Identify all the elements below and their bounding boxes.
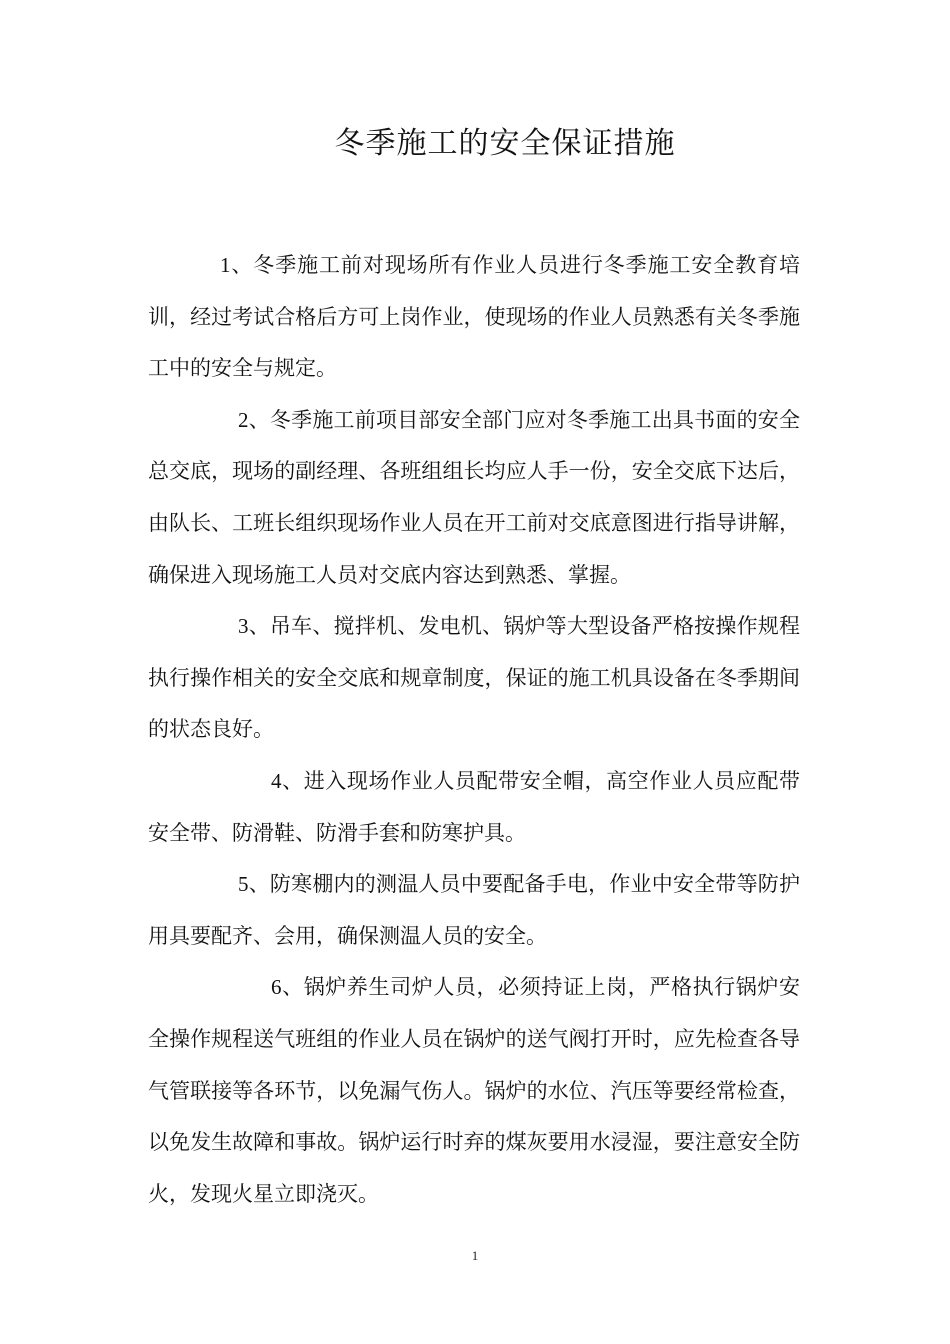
- paragraph-5-text: 、防寒棚内的测温人员中要配备手电，作业中安全带等防护用具要配齐、会用，确保测温人员的安全。: [148, 872, 800, 948]
- paragraph-2: [148, 395, 800, 601]
- paragraph-4-number: 4: [271, 768, 282, 793]
- paragraph-1-text: 、冬季施工前对现场所有作业人员进行冬季施工安全教育培训，经过考试合格后方可上岗作业，使现场的作业人员熟悉有关冬季施工中的安全与规定。: [148, 253, 800, 381]
- paragraph-6-text: 、锅炉养生司炉人员，必须持证上岗，严格执行锅炉安全操作规程送气班组的作业人员在锅炉的送气阀打开时，应先检查各导气管联接等各环节，以免漏气伤人。锅炉的水位、汽压等要经常检查，以免发生故障和事故。锅炉运行时弃的煤灰要用水浸湿，要注意安全防火，发现火星立即浇灭。: [148, 975, 800, 1206]
- paragraph-5-number: 5: [238, 872, 249, 897]
- paragraph-6-number: 6: [271, 975, 282, 1000]
- paragraph-3-text: 、吊车、搅拌机、发电机、锅炉等大型设备严格按操作规程执行操作相关的安全交底和规章制度，保证的施工机具设备在冬季期间的状态良好。: [148, 614, 800, 742]
- document-body: [148, 240, 800, 1220]
- paragraph-5: [148, 859, 800, 962]
- paragraph-3: [148, 601, 800, 756]
- page-title: 冬季施工的安全保证措施: [334, 126, 676, 161]
- paragraph-4-text: 、进入现场作业人员配带安全帽，高空作业人员应配带安全带、防滑鞋、防滑手套和防寒护具。: [148, 768, 800, 845]
- paragraph-3-number: 3: [238, 614, 249, 639]
- paragraph-1-number: 1: [220, 253, 231, 277]
- paragraph-2-number: 2: [238, 407, 249, 432]
- page-number: 1: [471, 1248, 479, 1263]
- paragraph-6: [148, 962, 800, 1220]
- paragraph-2-text: 、冬季施工前项目部安全部门应对冬季施工出具书面的安全总交底，现场的副经理、各班组组长均应人手一份，安全交底下达后，由队长、工班长组织现场作业人员在开工前对交底意图进行指导讲解，确保进入现场施工人员对交底内容达到熟悉、掌握。: [148, 407, 800, 587]
- paragraph-1: [148, 240, 800, 395]
- paragraph-4: [148, 756, 800, 859]
